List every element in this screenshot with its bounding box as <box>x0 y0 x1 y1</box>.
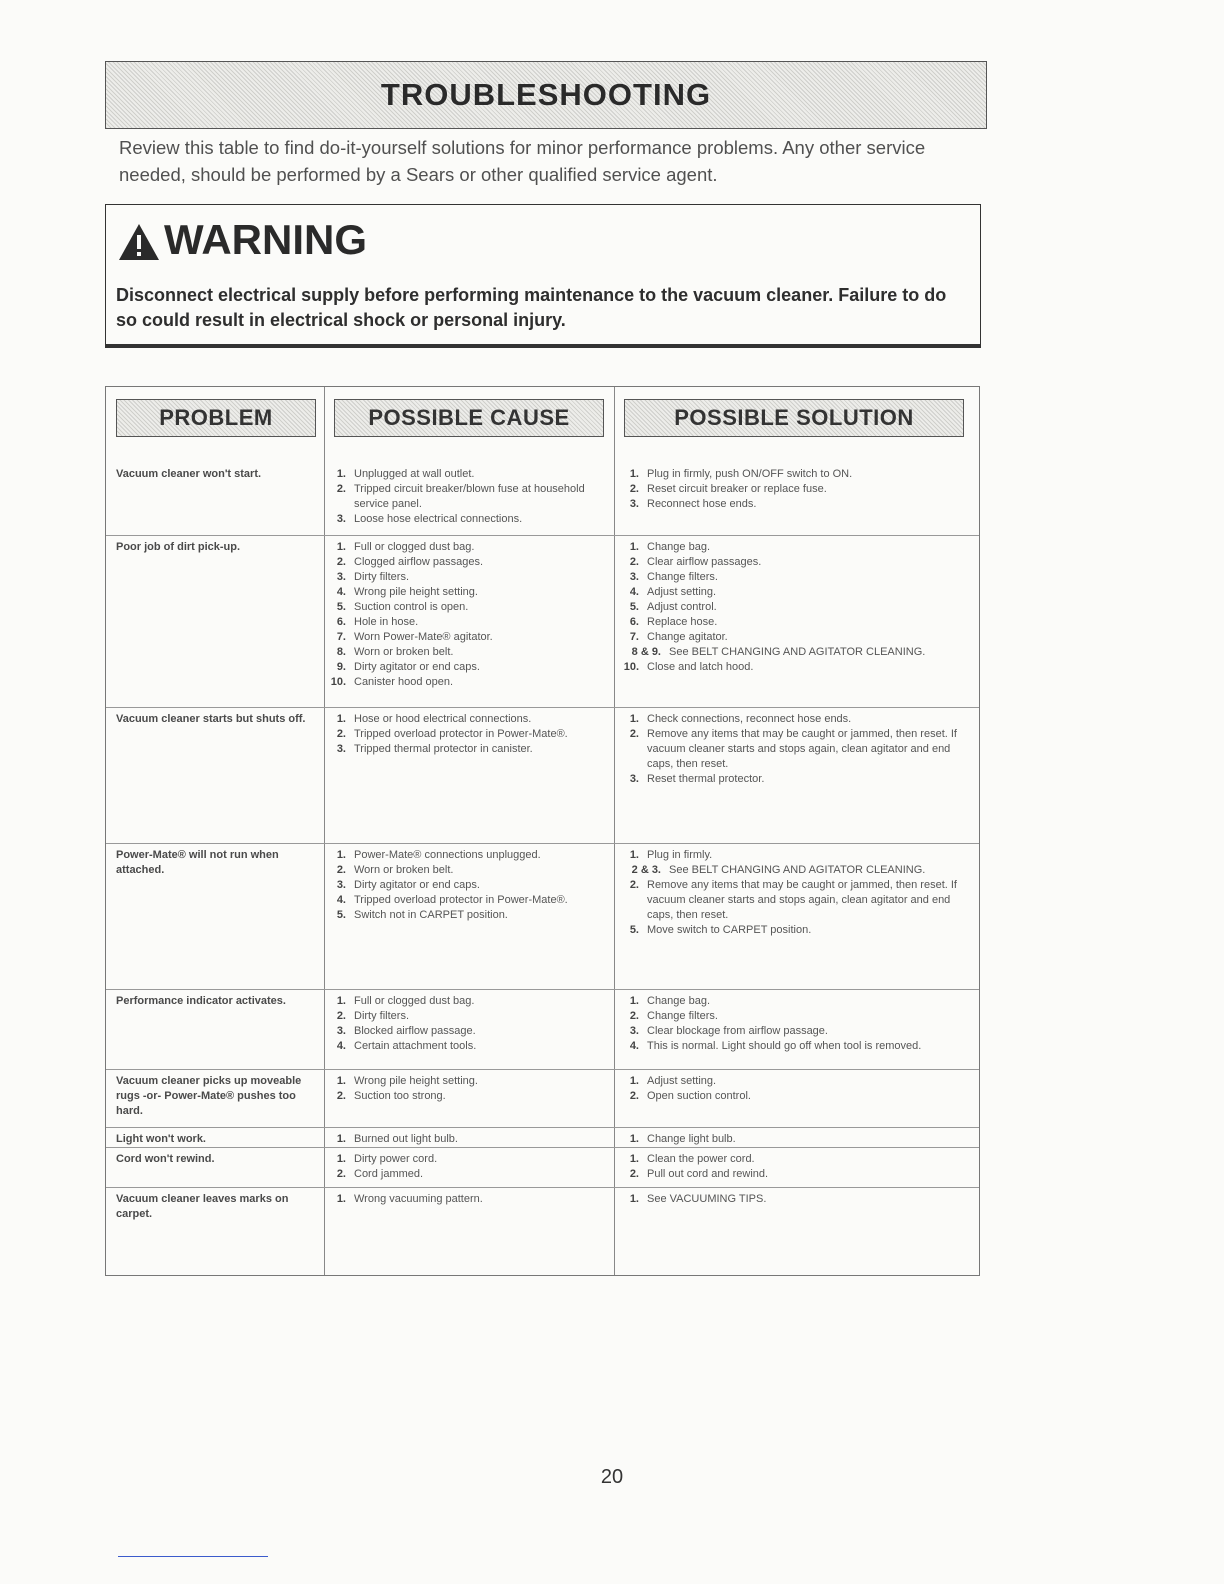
item-number: 4. <box>336 1040 346 1052</box>
item-text: Wrong pile height setting. <box>354 586 478 598</box>
item-text: Open suction control. <box>647 1090 751 1102</box>
cause-cell <box>328 1074 608 1104</box>
list-item <box>328 1132 608 1147</box>
item-text: Reconnect hose ends. <box>647 498 757 510</box>
list-item <box>328 712 608 727</box>
item-text: Plug in firmly. <box>647 849 713 861</box>
problem-cell: Power-Mate® will not run when attached. <box>116 849 279 876</box>
table-row <box>106 989 979 1070</box>
item-text: Dirty filters. <box>354 571 409 583</box>
list-item <box>328 848 608 863</box>
item-text: Clean the power cord. <box>647 1153 755 1165</box>
list-item <box>328 512 608 527</box>
item-number: 3. <box>336 743 346 755</box>
problem-cell: Vacuum cleaner leaves marks on carpet. <box>116 1193 289 1220</box>
list-item <box>621 1074 976 1089</box>
item-text: Canister hood open. <box>354 676 454 688</box>
table-row <box>106 1127 979 1148</box>
item-number: 2. <box>629 1168 639 1180</box>
header-problem: PROBLEM <box>116 399 316 437</box>
list-item <box>328 482 608 512</box>
item-number: 1. <box>629 1075 639 1087</box>
list-item <box>621 712 976 727</box>
list-item <box>328 863 608 878</box>
warning-heading: WARNING <box>164 216 367 263</box>
cause-cell <box>328 848 608 923</box>
item-text: Cord jammed. <box>354 1168 424 1180</box>
item-text: See BELT CHANGING AND AGITATOR CLEANING. <box>669 646 926 658</box>
title-bar <box>105 61 987 129</box>
list-item <box>621 1009 976 1024</box>
list-item <box>621 660 976 675</box>
table-row <box>106 1147 979 1188</box>
item-text: Power-Mate® connections unplugged. <box>354 849 541 861</box>
item-text: Adjust setting. <box>647 586 717 598</box>
list-item <box>621 848 976 863</box>
item-text: Loose hose electrical connections. <box>354 513 523 525</box>
list-item <box>621 600 976 615</box>
list-item <box>621 878 976 923</box>
item-text: Tripped overload protector in Power-Mate®. <box>354 728 568 740</box>
item-text: Tripped thermal protector in canister. <box>354 743 533 755</box>
list-item <box>621 1152 976 1167</box>
item-number: 2. <box>336 1010 346 1022</box>
solution-cell <box>621 1192 976 1207</box>
solution-cell <box>621 712 976 787</box>
list-item <box>621 772 976 787</box>
table-row <box>106 1187 979 1276</box>
warning-triangle-icon <box>118 223 160 261</box>
item-text: Clear airflow passages. <box>647 556 762 568</box>
list-item <box>621 540 976 555</box>
solution-cell <box>621 848 976 938</box>
item-text: Change light bulb. <box>647 1133 736 1145</box>
list-item <box>328 1167 608 1182</box>
item-text: Unplugged at wall outlet. <box>354 468 475 480</box>
item-number: 3. <box>336 1025 346 1037</box>
item-number: 2. <box>629 1090 639 1102</box>
problem-cell: Vacuum cleaner starts but shuts off. <box>116 713 306 725</box>
item-text: Change agitator. <box>647 631 728 643</box>
item-number: 5. <box>629 924 639 936</box>
intro-text: Review this table to find do-it-yourself solutions for minor performance problems. Any other service needed, should be performed by a Sears or other qualified service agent. <box>119 137 926 185</box>
problem-cell: Cord won't rewind. <box>116 1153 215 1165</box>
item-text: Burned out light bulb. <box>354 1133 458 1145</box>
list-item <box>328 615 608 630</box>
list-item <box>328 675 608 690</box>
item-number: 2. <box>336 1090 346 1102</box>
list-item <box>621 727 976 772</box>
item-number: 5. <box>336 909 346 921</box>
item-number: 1. <box>336 1133 346 1145</box>
page-number: 20 <box>600 1466 624 1488</box>
list-item <box>328 878 608 893</box>
cause-cell <box>328 994 608 1054</box>
list-item <box>621 482 976 497</box>
list-item <box>621 615 976 630</box>
list-item <box>328 467 608 482</box>
item-number: 2. <box>629 728 639 740</box>
list-item <box>621 555 976 570</box>
cause-cell <box>328 467 608 527</box>
item-number: 2. <box>336 483 346 495</box>
item-text: Dirty power cord. <box>354 1153 438 1165</box>
item-number: 2. <box>629 879 639 891</box>
list-item <box>328 1089 608 1104</box>
item-number: 3. <box>629 498 639 510</box>
item-number: 4. <box>336 586 346 598</box>
item-number: 1. <box>336 541 346 553</box>
item-number: 4. <box>629 1040 639 1052</box>
table-row <box>106 707 979 844</box>
item-text: Worn Power-Mate® agitator. <box>354 631 493 643</box>
item-text: Adjust setting. <box>647 1075 717 1087</box>
item-number: 7. <box>336 631 346 643</box>
item-number: 1. <box>629 995 639 1007</box>
item-number: 2. <box>336 556 346 568</box>
item-number: 1. <box>629 541 639 553</box>
item-number: 1. <box>336 1193 346 1205</box>
list-item <box>328 540 608 555</box>
item-text: Plug in firmly, push ON/OFF switch to ON. <box>647 468 853 480</box>
list-item <box>328 1024 608 1039</box>
item-text: Certain attachment tools. <box>354 1040 477 1052</box>
list-item <box>621 497 976 512</box>
item-number: 7. <box>629 631 639 643</box>
cause-cell <box>328 1192 608 1207</box>
list-item <box>621 1192 976 1207</box>
list-item <box>621 923 976 938</box>
item-text: Hole in hose. <box>354 616 419 628</box>
item-text: Wrong pile height setting. <box>354 1075 478 1087</box>
item-number: 3. <box>629 773 639 785</box>
item-number: 6. <box>629 616 639 628</box>
list-item <box>621 1132 976 1147</box>
item-text: Change filters. <box>647 1010 718 1022</box>
item-text: See BELT CHANGING AND AGITATOR CLEANING. <box>669 864 926 876</box>
list-item <box>328 570 608 585</box>
item-number: 1. <box>629 1133 639 1145</box>
item-text: Reset circuit breaker or replace fuse. <box>647 483 827 495</box>
list-item <box>621 1089 976 1104</box>
list-item <box>621 467 976 482</box>
item-text: Dirty agitator or end caps. <box>354 661 480 673</box>
cause-cell <box>328 1132 608 1147</box>
item-text: Worn or broken belt. <box>354 864 454 876</box>
item-text: Dirty agitator or end caps. <box>354 879 480 891</box>
list-item <box>328 1039 608 1054</box>
list-item <box>621 1024 976 1039</box>
list-item <box>328 1009 608 1024</box>
item-number: 2 & 3. <box>631 864 661 876</box>
item-text: Check connections, reconnect hose ends. <box>647 713 852 725</box>
list-item <box>621 630 976 645</box>
problem-cell: Vacuum cleaner won't start. <box>116 468 262 480</box>
item-text: See VACUUMING TIPS. <box>647 1193 767 1205</box>
solution-cell <box>621 540 976 675</box>
list-item <box>328 630 608 645</box>
solution-cell <box>621 467 976 512</box>
item-number: 3. <box>336 513 346 525</box>
warning-header <box>118 216 367 263</box>
item-number: 9. <box>336 661 346 673</box>
item-number: 1. <box>336 468 346 480</box>
list-item <box>328 908 608 923</box>
item-text: Suction too strong. <box>354 1090 446 1102</box>
item-text: Hose or hood electrical connections. <box>354 713 532 725</box>
table-row <box>106 535 979 708</box>
item-number: 2. <box>336 1168 346 1180</box>
list-item <box>328 1152 608 1167</box>
item-number: 3. <box>336 571 346 583</box>
item-text: Wrong vacuuming pattern. <box>354 1193 483 1205</box>
item-text: Suction control is open. <box>354 601 469 613</box>
item-number: 2. <box>336 864 346 876</box>
item-text: Change bag. <box>647 995 710 1007</box>
item-number: 3. <box>629 571 639 583</box>
list-item <box>328 645 608 660</box>
list-item <box>621 863 976 878</box>
item-number: 5. <box>336 601 346 613</box>
troubleshooting-table <box>105 386 980 1276</box>
item-number: 6. <box>336 616 346 628</box>
item-text: Pull out cord and rewind. <box>647 1168 769 1180</box>
item-text: Blocked airflow passage. <box>354 1025 476 1037</box>
item-text: Tripped overload protector in Power-Mate®. <box>354 894 568 906</box>
item-number: 4. <box>336 894 346 906</box>
list-item <box>328 660 608 675</box>
item-text: Worn or broken belt. <box>354 646 454 658</box>
item-text: Change bag. <box>647 541 710 553</box>
table-row <box>106 1069 979 1128</box>
list-item <box>621 585 976 600</box>
item-number: 1. <box>629 849 639 861</box>
list-item <box>621 645 976 660</box>
item-number: 10. <box>623 661 639 673</box>
item-text: Change filters. <box>647 571 718 583</box>
cause-cell <box>328 712 608 757</box>
item-text: Adjust control. <box>647 601 717 613</box>
solution-cell <box>621 1152 976 1182</box>
item-text: Switch not in CARPET position. <box>354 909 508 921</box>
item-text: Remove any items that may be caught or jammed, then reset. If vacuum cleaner starts and stops again, clean agitator and end caps, then reset. <box>647 728 957 770</box>
item-number: 1. <box>336 1153 346 1165</box>
item-text: Full or clogged dust bag. <box>354 995 475 1007</box>
item-number: 2. <box>336 728 346 740</box>
item-number: 1. <box>629 713 639 725</box>
problem-cell: Vacuum cleaner picks up moveable rugs -or- Power-Mate® pushes too hard. <box>116 1075 302 1117</box>
list-item <box>328 555 608 570</box>
list-item <box>328 893 608 908</box>
list-item <box>328 727 608 742</box>
list-item <box>621 1167 976 1182</box>
problem-cell: Light won't work. <box>116 1133 206 1145</box>
item-number: 8. <box>336 646 346 658</box>
item-number: 2. <box>629 1010 639 1022</box>
cause-cell <box>328 540 608 690</box>
item-text: Move switch to CARPET position. <box>647 924 812 936</box>
list-item <box>328 742 608 757</box>
list-item <box>328 600 608 615</box>
item-number: 2. <box>629 483 639 495</box>
list-item <box>328 994 608 1009</box>
item-number: 4. <box>629 586 639 598</box>
list-item <box>621 570 976 585</box>
item-number: 1. <box>336 849 346 861</box>
item-text: Clogged airflow passages. <box>354 556 484 568</box>
item-number: 1. <box>336 713 346 725</box>
item-number: 3. <box>629 1025 639 1037</box>
list-item <box>621 994 976 1009</box>
item-number: 8 & 9. <box>631 646 661 658</box>
item-number: 10. <box>330 676 346 688</box>
page-title: TROUBLESHOOTING <box>380 77 712 112</box>
table-row <box>106 463 979 535</box>
list-item <box>328 1192 608 1207</box>
problem-cell: Performance indicator activates. <box>116 995 286 1007</box>
item-text: Remove any items that may be caught or jammed, then reset. If vacuum cleaner starts and stops again, clean agitator and end caps, then reset. <box>647 879 957 921</box>
item-text: Close and latch hood. <box>647 661 754 673</box>
list-item <box>621 1039 976 1054</box>
item-text: Full or clogged dust bag. <box>354 541 475 553</box>
item-number: 1. <box>336 995 346 1007</box>
list-item <box>328 1074 608 1089</box>
list-item <box>328 585 608 600</box>
warning-text: Disconnect electrical supply before performing maintenance to the vacuum cleaner. Failure to do so could result in electrical shock or personal injury. <box>116 285 947 330</box>
footer-rule <box>118 1556 268 1557</box>
item-text: This is normal. Light should go off when tool is removed. <box>647 1040 922 1052</box>
item-number: 1. <box>336 1075 346 1087</box>
cause-cell <box>328 1152 608 1182</box>
solution-cell <box>621 1132 976 1147</box>
item-number: 5. <box>629 601 639 613</box>
item-text: Clear blockage from airflow passage. <box>647 1025 828 1037</box>
item-text: Replace hose. <box>647 616 718 628</box>
solution-cell <box>621 1074 976 1104</box>
header-possible-cause: POSSIBLE CAUSE <box>334 399 604 437</box>
table-row <box>106 843 979 990</box>
header-possible-solution: POSSIBLE SOLUTION <box>624 399 964 437</box>
solution-cell <box>621 994 976 1054</box>
item-text: Tripped circuit breaker/blown fuse at household service panel. <box>354 483 585 510</box>
item-number: 1. <box>629 1193 639 1205</box>
item-text: Reset thermal protector. <box>647 773 765 785</box>
item-number: 1. <box>629 1153 639 1165</box>
item-number: 2. <box>629 556 639 568</box>
item-number: 3. <box>336 879 346 891</box>
item-number: 1. <box>629 468 639 480</box>
warning-box <box>105 204 981 348</box>
item-text: Dirty filters. <box>354 1010 409 1022</box>
problem-cell: Poor job of dirt pick-up. <box>116 541 241 553</box>
